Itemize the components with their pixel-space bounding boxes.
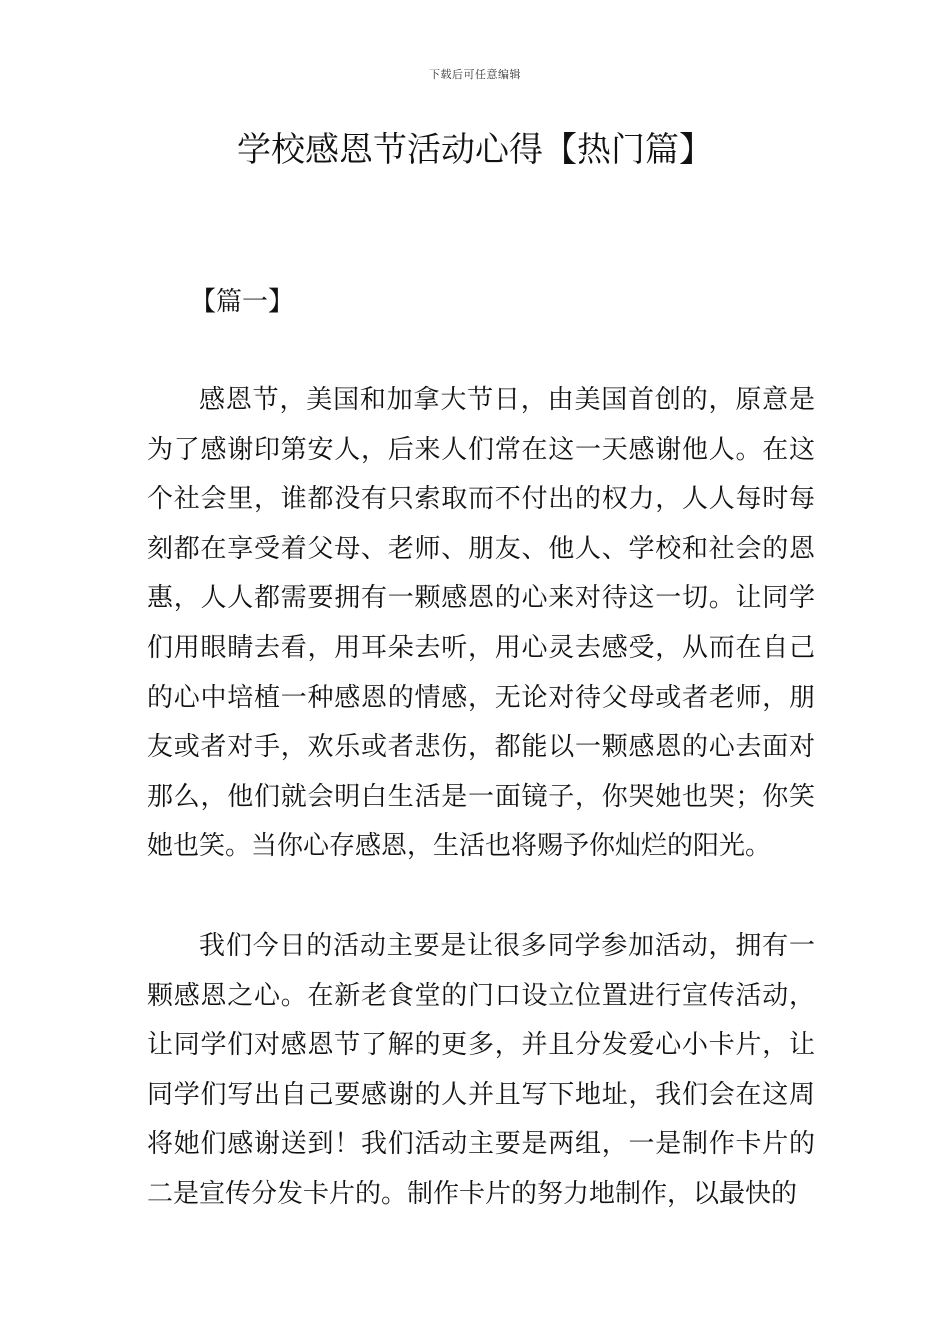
header-note: 下载后可任意编辑: [429, 68, 521, 81]
body-paragraph: 我们今日的活动主要是让很多同学参加活动，拥有一颗感恩之心。在新老食堂的门口设立位置进行宣传活动，让同学们对感恩节了解的更多，并且分发爱心小卡片，让同学们写出自己要感谢的人并且写下地址，我们会在这周将她们感谢送到！我们活动主要是两组，一是制作卡片的二是宣传分发卡片的。制作卡片的努力地制作，以最快的: [147, 931, 815, 1209]
body-paragraph: 感恩节，美国和加拿大节日，由美国首创的，原意是为了感谢印第安人，后来人们常在这一天感谢他人。在这个社会里，谁都没有只索取而不付出的权力，人人每时每刻都在享受着父母、老师、朋友、他人、学校和社会的恩惠，人人都需要拥有一颗感恩的心来对待这一切。让同学们用眼睛去看，用耳朵去听，用心灵去感受，从而在自己的心中培植一种感恩的情感，无论对待父母或者老师，朋友或者对手，欢乐或者悲伤，都能以一颗感恩的心去面对那么，他们就会明白生活是一面镜子，你哭她也哭；你笑她也笑。当你心存感恩，生活也将赐予你灿烂的阳光。: [147, 385, 815, 862]
section-heading: 【篇一】: [190, 287, 295, 317]
document-title: 学校感恩节活动心得【热门篇】: [237, 130, 713, 170]
